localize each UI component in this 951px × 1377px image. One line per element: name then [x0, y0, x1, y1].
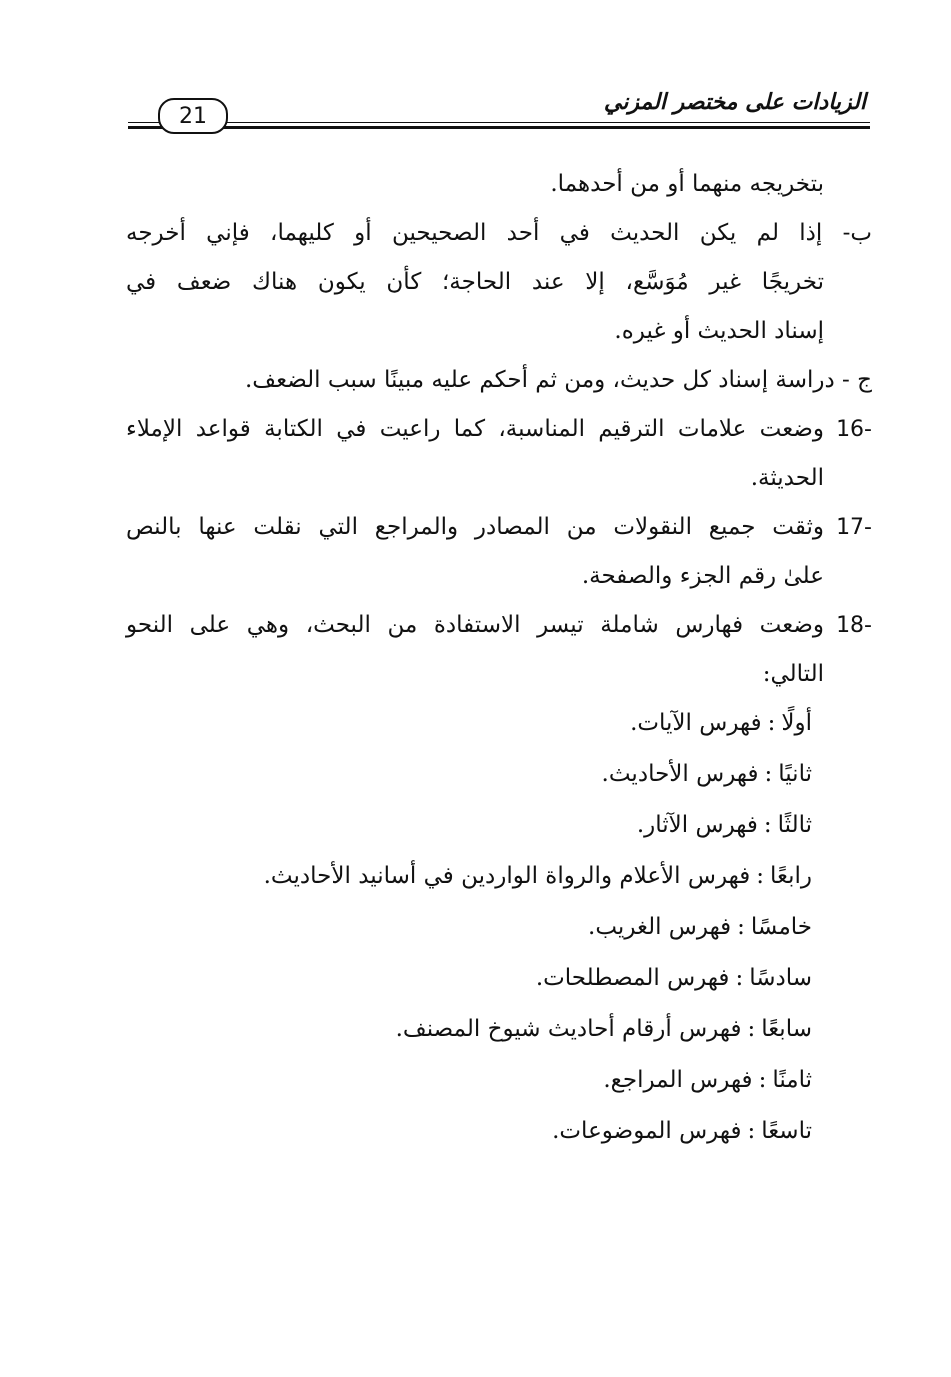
- list-item: ثالثًا:فهرس الآثار.: [126, 801, 812, 852]
- item-17-line-2: علىٰ رقم الجزء والصفحة.: [581, 563, 824, 589]
- index-list: [126, 699, 872, 1158]
- index-title: فهرس الآثار.: [636, 812, 758, 838]
- index-ordinal: سادسًا: [749, 965, 812, 991]
- index-ordinal: ثالثًا: [777, 812, 812, 838]
- paragraph-continuation: بتخريجه منهما أو من أحدهما.: [550, 171, 824, 197]
- list-item: ثانيًا:فهرس الأحاديث.: [126, 750, 812, 801]
- index-ordinal: سابعًا: [761, 1016, 812, 1042]
- list-item: خامسًا:فهرس الغريب.: [126, 903, 812, 954]
- item-number: 18-: [836, 613, 872, 638]
- item-18-line-2: التالي:: [762, 661, 824, 687]
- list-item: سابعًا:فهرس أرقام أحاديث شيوخ المصنف.: [126, 1005, 812, 1056]
- page-body: [126, 160, 872, 1158]
- index-title: فهرس الأعلام والرواة الواردين في أسانيد الأحاديث.: [263, 863, 751, 889]
- header-rule-thin: [128, 122, 870, 123]
- item-16-line-1: وضعت علامات الترقيم المناسبة، كما راعيت في الكتابة قواعد الإملاء: [126, 416, 824, 442]
- index-title: فهرس الغريب.: [588, 914, 732, 940]
- index-title: فهرس المصطلحات.: [535, 965, 730, 991]
- item-b-line-1: ب- إذا لم يكن الحديث في أحد الصحيحين أو كليهما، فإني أخرجه: [126, 220, 872, 246]
- list-item: تاسعًا:فهرس الموضوعات.: [126, 1107, 812, 1158]
- index-ordinal: تاسعًا: [761, 1118, 812, 1144]
- numbered-item-16: [126, 405, 872, 503]
- index-ordinal: خامسًا: [750, 914, 812, 940]
- index-ordinal: رابعًا: [769, 863, 812, 889]
- index-title: فهرس أرقام أحاديث شيوخ المصنف.: [395, 1016, 742, 1042]
- list-item-j: ج - دراسة إسناد كل حديث، ومن ثم أحكم عليه مبينًا سبب الضعف.: [245, 367, 872, 393]
- running-title: الزيادات على مختصر المزني: [603, 90, 866, 115]
- list-item: سادسًا:فهرس المصطلحات.: [126, 954, 812, 1005]
- item-number: 16-: [836, 417, 872, 442]
- index-ordinal: ثانيًا: [778, 761, 812, 787]
- list-item-b: [126, 209, 872, 356]
- index-title: فهرس الموضوعات.: [552, 1118, 742, 1144]
- index-ordinal: أولًا: [781, 710, 812, 736]
- numbered-item-17: [126, 503, 872, 601]
- list-item: أولًا:فهرس الآيات.: [126, 699, 812, 750]
- item-b-line-3: إسناد الحديث أو غيره.: [614, 318, 824, 344]
- index-title: فهرس المراجع.: [603, 1067, 753, 1093]
- index-title: فهرس الأحاديث.: [601, 761, 759, 787]
- header-rule-thick: [128, 126, 870, 129]
- page-number: 21: [158, 98, 228, 134]
- index-title: فهرس الآيات.: [630, 710, 762, 736]
- item-17-line-1: وثقت جميع النقولات من المصادر والمراجع التي نقلت عنها بالنص: [126, 514, 824, 540]
- index-ordinal: ثامنًا: [772, 1067, 812, 1093]
- item-b-line-2: تخريجًا غير مُوَسَّع، إلا عند الحاجة؛ كأن يكون هناك ضعف في: [126, 269, 824, 295]
- list-item: ثامنًا:فهرس المراجع.: [126, 1056, 812, 1107]
- page-header: [128, 84, 870, 136]
- list-item: رابعًا:فهرس الأعلام والرواة الواردين في أسانيد الأحاديث.: [126, 852, 812, 903]
- item-16-line-2: الحديثة.: [750, 465, 824, 491]
- item-18-line-1: وضعت فهارس شاملة تيسر الاستفادة من البحث، وهي على النحو: [126, 612, 824, 638]
- numbered-item-18: [126, 601, 872, 699]
- item-number: 17-: [836, 515, 872, 540]
